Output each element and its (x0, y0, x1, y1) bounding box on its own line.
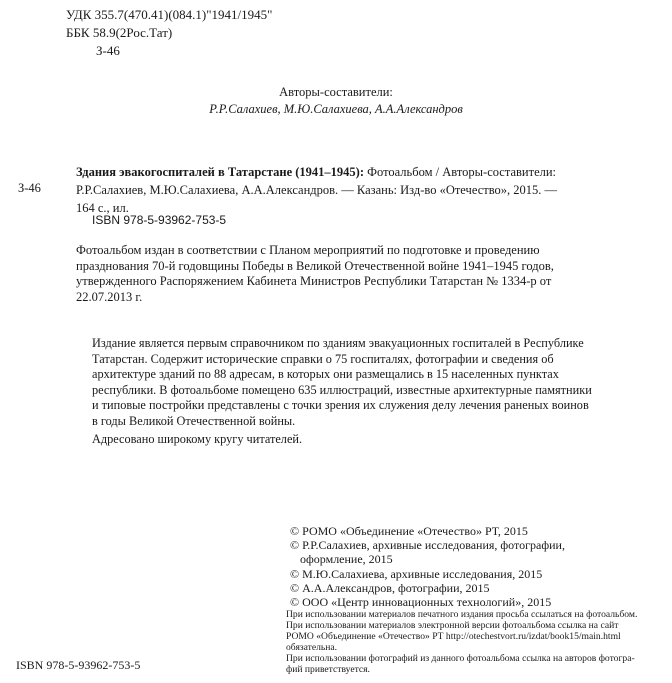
description-line: Татарстан. Содержит исторические справки о 75 госпиталях, фотографии и сведения об (92, 351, 554, 366)
copyright-line: © А.А.Александров, фотографии, 2015 (290, 580, 490, 595)
bibliographic-code: З-46 (18, 181, 41, 195)
copyright-line: © ООО «Центр инновационных технологий», 2015 (290, 595, 552, 610)
description-line: республики. В фотоальбоме помещено 635 иллюстраций, известные архитектурные памятники (92, 382, 592, 397)
usage-note (286, 609, 660, 675)
usage-note-line: При использовании материалов электронной версии фотоальбома ссылка на сайт (286, 620, 619, 631)
usage-note-line: РОМО «Объединение «Отечество» РТ http://otechestvort.ru/izdat/book15/main.html (286, 631, 621, 642)
annotation-line: Фотоальбом издан в соответствии с Планом мероприятий по подготовке и проведению (76, 243, 540, 257)
isbn-bottom: ISBN 978-5-93962-753-5 (16, 658, 141, 672)
annotation (76, 243, 638, 305)
bib-line-2: Р.Р.Салахиев, М.Ю.Салахиева, А.А.Александров. — Казань: Изд-во «Отечество», 2015. — (76, 183, 558, 197)
book-title: Здания эвакогоспиталей в Татарстане (1941–1945): (76, 165, 364, 179)
annotation-line: 22.07.2013 г. (76, 289, 143, 304)
authors-label: Авторы-составители: (279, 85, 393, 99)
classification-codes (66, 6, 272, 60)
copyright-line: © М.Ю.Салахиева, архивные исследования, 2015 (290, 566, 543, 581)
copyright-line: оформление, 2015 (300, 552, 393, 567)
udk-code: УДК 355.7(470.41)(084.1)"1941/1945" (66, 7, 273, 22)
usage-note-line: При использовании фотографий из данного фотоальбома ссылка на авторов фотогра- (286, 653, 635, 664)
usage-note-line: фий приветствуется. (286, 664, 370, 675)
bbk-code: ББК 58.9(2Рос.Тат) (66, 25, 173, 40)
copyright-block (290, 524, 565, 609)
description-line: и типовые постройки представлены с точки зрения их служения делу лечения раненых воинов (92, 398, 589, 412)
description-line: в годы Великой Отечественной войны. (92, 413, 296, 428)
usage-note-line: При использовании материалов печатного издания просьба ссылаться на фотоальбом. (286, 609, 638, 620)
description (92, 336, 640, 448)
bib-line-1 (76, 163, 638, 181)
description-line: архитектуре зданий по 88 адресам, в которых они размещались в 15 населенных пунктах (92, 367, 559, 381)
copyright-line: © Р.Р.Салахиев, архивные исследования, фотографии, (290, 538, 565, 553)
authors-block (0, 84, 672, 118)
annotation-line: утвержденного Распоряжением Кабинета Министров Республики Татарстан № 1334-р от (76, 274, 552, 288)
bib-line-3: 164 с., ил. (76, 201, 129, 215)
copyright-line: © РОМО «Объединение «Отечество» РТ, 2015 (290, 524, 528, 538)
addressed-line: Адресовано широкому кругу читателей. (92, 432, 303, 446)
annotation-line: празднования 70-й годовщины Победы в Великой Отечественной войне 1941–1945 годов, (76, 258, 554, 273)
author-mark: З-46 (96, 43, 120, 58)
bibliographic-record (76, 163, 638, 217)
description-line: Издание является первым справочником по зданиям эвакуационных госпиталей в Республике (92, 336, 584, 350)
isbn-top: ISBN 978-5-93962-753-5 (92, 213, 227, 227)
authors-names: Р.Р.Салахиев, М.Ю.Салахиева, А.А.Александров (209, 102, 463, 116)
usage-note-line: обязательна. (286, 642, 338, 653)
bib-line-1-rest: Фотоальбом / Авторы-составители: (363, 165, 557, 179)
